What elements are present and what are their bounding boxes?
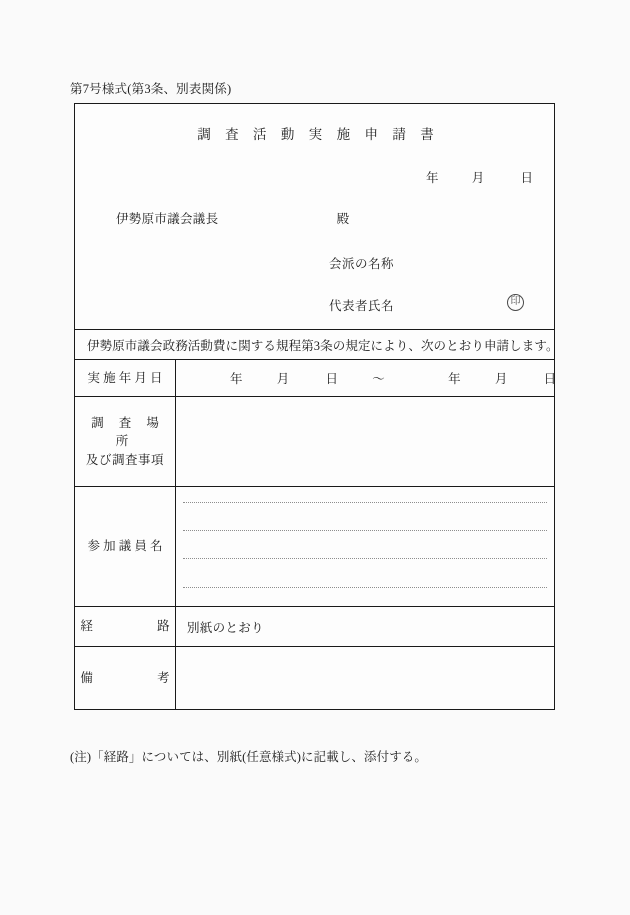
label-survey-place-line1: 調 査 場 所: [91, 416, 165, 449]
start-month-label: 月: [276, 372, 290, 386]
row-participating-members: [75, 486, 554, 606]
representative-name-label: 代表者氏名: [329, 299, 395, 313]
row-route: [75, 606, 554, 646]
submission-month-label: 月: [471, 171, 485, 185]
member-ruled-line: [183, 558, 547, 559]
field-route[interactable]: [176, 607, 554, 646]
member-ruled-line: [183, 587, 547, 588]
end-year-label: 年: [448, 372, 461, 386]
label-participating-members: 参 加 議 員 名: [75, 487, 176, 606]
statement-text: 伊勢原市議会政務活動費に関する規程第3条の規定により、次のとおり申請します。: [87, 338, 559, 353]
footer-note: (注)「経路」については、別紙(任意様式)に記載し、添付する。: [70, 750, 428, 764]
submission-day-label: 日: [520, 171, 533, 185]
addressee-line: [116, 209, 349, 227]
implementation-date-range: [176, 369, 556, 387]
label-route: [75, 607, 176, 646]
addressee-honorific: 殿: [336, 212, 350, 226]
start-day-label: 日: [325, 372, 339, 386]
field-implementation-date[interactable]: [176, 360, 556, 396]
addressee-name: 伊勢原市議会議長: [116, 212, 219, 226]
statement-row: [75, 329, 559, 359]
label-remarks-part1: 備: [80, 670, 93, 685]
label-route-part1: 経: [80, 619, 93, 634]
member-ruled-line: [183, 502, 547, 503]
date-range-mark: 〜: [372, 372, 385, 386]
submission-year-label: 年: [425, 171, 439, 185]
row-survey-place: [75, 396, 554, 486]
start-year-label: 年: [230, 372, 243, 386]
field-survey-place[interactable]: [176, 397, 554, 486]
seal-stamp-icon: 印: [507, 294, 524, 311]
route-value: 別紙のとおり: [187, 620, 264, 635]
submission-date-line: [426, 168, 533, 186]
end-day-label: 日: [543, 372, 557, 386]
field-participating-members[interactable]: [176, 487, 554, 606]
label-remarks: [75, 647, 176, 709]
label-route-part2: 路: [157, 619, 170, 634]
field-remarks[interactable]: [176, 647, 554, 709]
end-month-label: 月: [494, 372, 508, 386]
label-survey-place-line2: 及び調査事項: [85, 452, 164, 467]
label-survey-place: [75, 397, 176, 486]
label-implementation-date: 実 施 年 月 日: [75, 360, 176, 396]
member-ruled-line: [183, 530, 547, 531]
row-implementation-date: [75, 359, 557, 396]
row-remarks: [75, 646, 554, 709]
application-form-table: [74, 103, 559, 710]
form-header-block: [75, 104, 554, 329]
label-remarks-part2: 考: [157, 670, 170, 685]
form-number-label: 第7号様式(第3条、別表関係): [70, 82, 232, 96]
party-name-label: 会派の名称: [329, 257, 395, 271]
document-title: 調 査 活 動 実 施 申 請 書: [197, 127, 440, 142]
